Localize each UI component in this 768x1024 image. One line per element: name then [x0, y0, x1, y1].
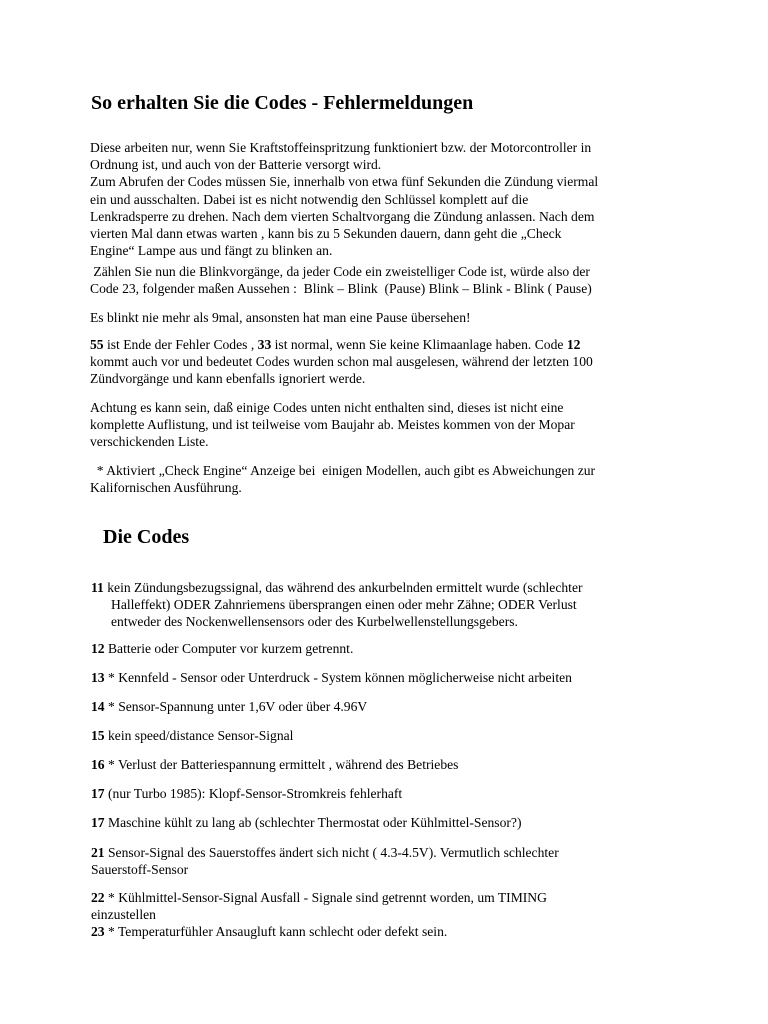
intro-line: Engine“ Lampe aus und fängt zu blinken an. [90, 243, 333, 259]
code-description: * Verlust der Batteriespannung ermittelt , während des Betriebes [104, 757, 459, 772]
code-number: 12 [91, 641, 105, 656]
code-entry [91, 579, 691, 631]
intro-line: Lenkradsperre zu drehen. Nach dem vierten Schaltvorgang die Zündung anlassen. Nach dem [90, 208, 595, 224]
code-description: Batterie oder Computer vor kurzem getrennt. [104, 641, 354, 656]
code-number: 55 [90, 337, 104, 352]
intro-line: vierten Mal dann etwas warten , kann bis zu 5 Sekunden dauern, dann geht die „Check [90, 226, 562, 242]
code-entry [91, 923, 691, 940]
code-number: 17 [91, 786, 105, 801]
code-entry [91, 889, 691, 923]
warning-line: verschickenden Liste. [90, 434, 209, 450]
code-description: * Kühlmittel-Sensor-Signal Ausfall - Signale sind getrennt worden, um TIMING [104, 890, 547, 905]
counting-line: Code 23, folgender maßen Aussehen : Blink – Blink (Pause) Blink – Blink - Blink ( Pause) [90, 281, 592, 297]
intro-paragraph [90, 139, 690, 259]
code-description: * Sensor-Spannung unter 1,6V oder über 4.96V [104, 699, 368, 714]
code-description: Sauerstoff-Sensor [91, 862, 189, 878]
code-description: * Temperaturfühler Ansaugluft kann schlecht oder defekt sein. [104, 924, 448, 939]
end-codes-text: ist normal, wenn Sie keine Klimaanlage haben. Code [271, 337, 567, 352]
asterisk-note-line: * Aktiviert „Check Engine“ Anzeige bei einigen Modellen, auch gibt es Abweichungen zur [90, 463, 596, 478]
end-codes-paragraph [90, 336, 690, 388]
asterisk-note-line: Kalifornischen Ausführung. [90, 480, 242, 496]
end-codes-line: kommt auch vor und bedeutet Codes wurden schon mal ausgelesen, während der letzten 100 [90, 354, 593, 370]
max-blink-paragraph: Es blinkt nie mehr als 9mal, ansonsten hat man eine Pause übersehen! [90, 310, 471, 325]
code-entry [91, 669, 691, 686]
code-description: einzustellen [91, 907, 156, 923]
code-description: (nur Turbo 1985): Klopf-Sensor-Stromkreis fehlerhaft [104, 786, 403, 801]
intro-line: Zum Abrufen der Codes müssen Sie, innerhalb von etwa fünf Sekunden die Zündung viermal [90, 174, 599, 190]
code-number: 13 [91, 670, 105, 685]
codes-section-heading: Die Codes [103, 526, 190, 548]
code-number: 23 [91, 924, 105, 939]
counting-paragraph [90, 263, 690, 297]
code-entry [91, 640, 691, 657]
code-description: Halleffekt) ODER Zahnriemens übersprangen einen oder mehr Zähne; ODER Verlust [111, 597, 577, 613]
intro-line: Diese arbeiten nur, wenn Sie Kraftstoffeinspritzung funktioniert bzw. der Motorcontroller in [90, 140, 592, 155]
code-entry [91, 727, 691, 744]
code-number: 16 [91, 757, 105, 772]
code-number: 33 [257, 337, 272, 352]
code-description: kein Zündungsbezugssignal, das während des ankurbelnden ermittelt wurde (schlechter [103, 580, 583, 595]
counting-line: Zählen Sie nun die Blinkvorgänge, da jeder Code ein zweistelliger Code ist, würde also der [90, 264, 590, 279]
document-title: So erhalten Sie die Codes - Fehlermeldungen [91, 92, 474, 114]
intro-line: ein und ausschalten. Dabei ist es nicht notwendig den Schlüssel komplett auf die [90, 191, 529, 207]
code-number: 21 [91, 845, 105, 860]
code-entry [91, 698, 691, 715]
warning-paragraph [90, 399, 690, 451]
code-number: 14 [91, 699, 105, 714]
warning-line: komplette Auflistung, und ist teilweise vom Baujahr ab. Meistes kommen von der Mopar [90, 417, 575, 433]
code-description: * Kennfeld - Sensor oder Unterdruck - System können möglicherweise nicht arbeiten [104, 670, 572, 685]
code-number: 15 [91, 728, 105, 743]
code-number: 22 [91, 890, 105, 905]
intro-line: Ordnung ist, und auch von der Batterie versorgt wird. [90, 157, 382, 173]
code-number: 11 [91, 580, 104, 595]
code-entry [91, 785, 691, 802]
end-codes-text: ist Ende der Fehler Codes , [103, 337, 258, 352]
code-description: entweder des Nockenwellensensors oder des Kurbelwellenstellungsgebers. [111, 614, 518, 630]
code-description: kein speed/distance Sensor-Signal [104, 728, 294, 743]
warning-line: Achtung es kann sein, daß einige Codes unten nicht enthalten sind, dieses ist nicht eine [90, 400, 564, 415]
code-entry [91, 814, 691, 831]
code-description: Sensor-Signal des Sauerstoffes ändert sich nicht ( 4.3-4.5V). Vermutlich schlechter [104, 845, 559, 860]
end-codes-line: Zündvorgänge und kann ebenfalls ignoriert werde. [90, 371, 366, 387]
code-entry [91, 844, 691, 878]
code-number: 17 [91, 815, 105, 830]
code-entry [91, 756, 691, 773]
code-description: Maschine kühlt zu lang ab (schlechter Thermostat oder Kühlmittel-Sensor?) [104, 815, 522, 830]
code-number: 12 [566, 337, 581, 352]
asterisk-note-paragraph [90, 462, 690, 496]
